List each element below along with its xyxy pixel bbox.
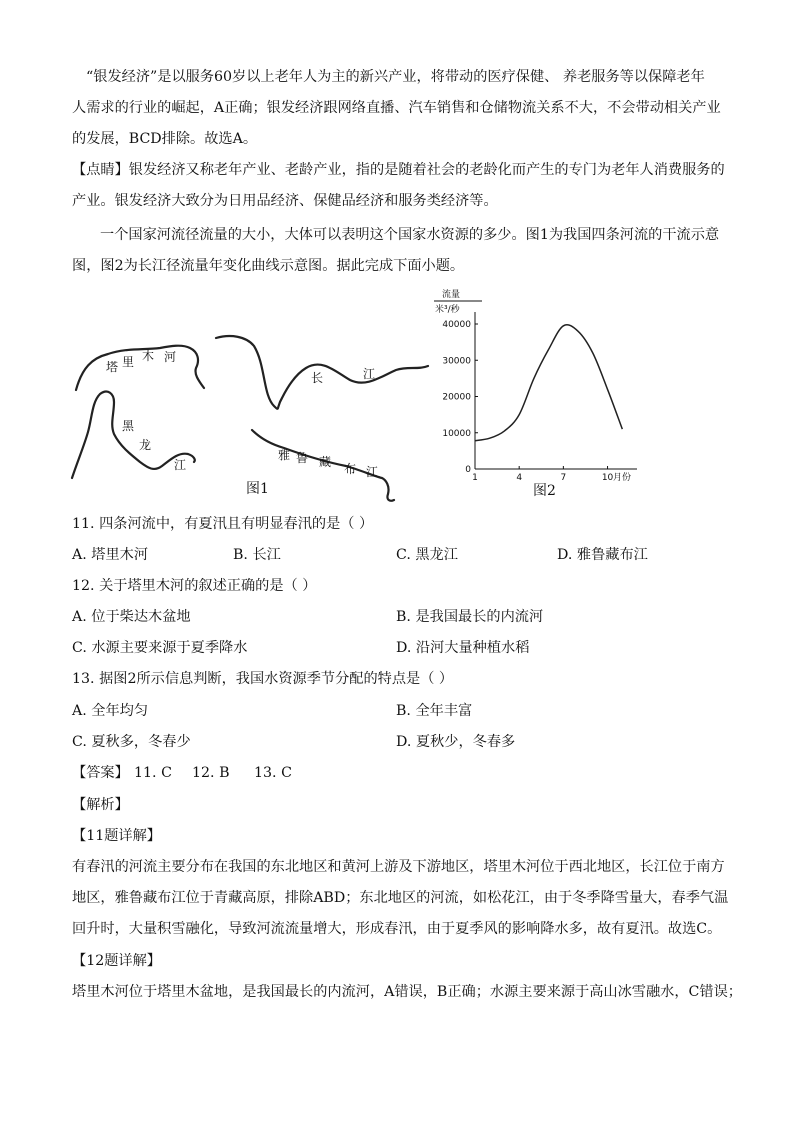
answer-11: 11. C: [134, 765, 172, 781]
q11-option-c: C. 黑龙江: [396, 547, 458, 563]
q11-option-a: A. 塔里木河: [72, 547, 149, 563]
q13-option-a: A. 全年均匀: [72, 703, 149, 719]
figure-1-caption: 图1: [246, 481, 269, 497]
q11-detail-line-3: 回升时，大量积雪融化，导致河流流量增大，形成春汛，由于夏季风的影响降水多，故有夏汛。故选C。: [72, 921, 722, 937]
yarlung-char-4: 布: [344, 462, 357, 476]
intro-line-3: 的发展，BCD排除。故选A。: [72, 131, 258, 147]
q12-detail-line-1: 塔里木河位于塔里木盆地，是我国最长的内流河，A错误，B正确；水源主要来源于高山冰雪融水，C错误；: [72, 984, 742, 1000]
heilongjiang-char-1: 黑: [122, 419, 135, 433]
y-unit-top: 流量: [442, 290, 461, 300]
figure-1-river-map: [70, 328, 430, 503]
q12-option-b: B. 是我国最长的内流河: [396, 609, 544, 625]
passage-line-1: 一个国家河流径流量的大小，大体可以表明这个国家水资源的多少。图1为我国四条河流的干流示意: [100, 227, 720, 243]
y-tick-label: 20000: [442, 392, 471, 403]
x-tick-label: 1: [472, 473, 478, 483]
figure-2-flow-chart: [425, 286, 650, 486]
x-unit-label: 月份: [613, 473, 632, 483]
y-tick-label: 40000: [442, 320, 471, 330]
y-tick-label: 30000: [442, 356, 471, 367]
y-tick-label: 0: [465, 465, 471, 475]
q11-detail-line-1: 有春汛的河流主要分布在我国的东北地区和黄河上游及下游地区，塔里木河位于西北地区，长江位于南方: [72, 859, 725, 875]
tarim-char-2: 里: [122, 355, 135, 369]
changjiang-char-1: 长: [311, 371, 324, 385]
q11-option-d: D. 雅鲁藏布江: [557, 547, 648, 563]
heilongjiang-char-2: 龙: [139, 438, 152, 452]
q11-detail-line-2: 地区，雅鲁藏布江位于青藏高原，排除ABD；东北地区的河流，如松花江，由于冬季降雪量大，春季气温: [72, 890, 729, 906]
answer-label: 【答案】: [72, 765, 129, 781]
y-unit-bottom: 米³/秒: [435, 305, 460, 315]
flow-curve: [475, 325, 622, 441]
passage-line-2: 图，图2为长江径流量年变化曲线示意图。据此完成下面小题。: [72, 258, 465, 274]
y-tick-label: 10000: [442, 428, 471, 439]
intro-line-1: “银发经济”是以服务60岁以上老年人为主的新兴产业，将带动的医疗保健、 养老服务等以保障老年: [86, 69, 705, 85]
yarlung-char-2: 鲁: [296, 451, 309, 465]
answer-12: 12. B: [192, 765, 230, 781]
tarim-river-line: [76, 346, 204, 390]
q11-option-b: B. 长江: [233, 547, 281, 563]
q12-option-d: D. 沿河大量种植水稻: [396, 640, 530, 656]
q11-stem: 11. 四条河流中，有夏汛且有明显春汛的是（ ）: [72, 516, 374, 532]
tarim-char-4: 河: [164, 350, 177, 364]
yarlung-char-5: 江: [366, 465, 379, 479]
q13-option-d: D. 夏秋少，冬春多: [396, 734, 516, 750]
q12-option-c: C. 水源主要来源于夏季降水: [72, 640, 248, 656]
x-tick-label: 4: [516, 473, 523, 483]
tarim-char-1: 塔: [106, 360, 119, 374]
figure-2-caption: 图2: [533, 483, 556, 499]
tip-line-2: 产业。银发经济大致分为日用品经济、保健品经济和服务类经济等。: [72, 193, 498, 209]
yarlung-char-3: 藏: [319, 455, 332, 469]
answer-13: 13. C: [254, 765, 292, 781]
tip-line-1: 【点睛】银发经济又称老年产业、老龄产业，指的是随着社会的老龄化而产生的专门为老年人消费服务的: [72, 162, 725, 178]
q12-option-a: A. 位于柴达木盆地: [72, 609, 191, 625]
changjiang-char-2: 江: [363, 367, 376, 381]
tarim-char-3: 木: [142, 349, 155, 363]
yarlung-char-1: 雅: [278, 448, 291, 462]
q13-option-b: B. 全年丰富: [396, 703, 473, 719]
x-tick-label: 7: [560, 473, 567, 483]
q11-detail-heading: 【11题详解】: [72, 828, 161, 844]
x-tick-label: 10: [601, 473, 614, 483]
heilongjiang-char-3: 江: [174, 458, 187, 472]
q12-detail-heading: 【12题详解】: [72, 953, 161, 969]
q13-stem: 13. 据图2所示信息判断，我国水资源季节分配的特点是（ ）: [72, 671, 454, 687]
intro-line-2: 人需求的行业的崛起，A正确；银发经济跟网络直播、汽车销售和仓储物流关系不大，不会带动相关产业: [72, 100, 721, 116]
q12-stem: 12. 关于塔里木河的叙述正确的是（ ）: [72, 578, 317, 594]
analysis-heading: 【解析】: [72, 797, 129, 813]
q13-option-c: C. 夏秋多，冬春少: [72, 734, 191, 750]
